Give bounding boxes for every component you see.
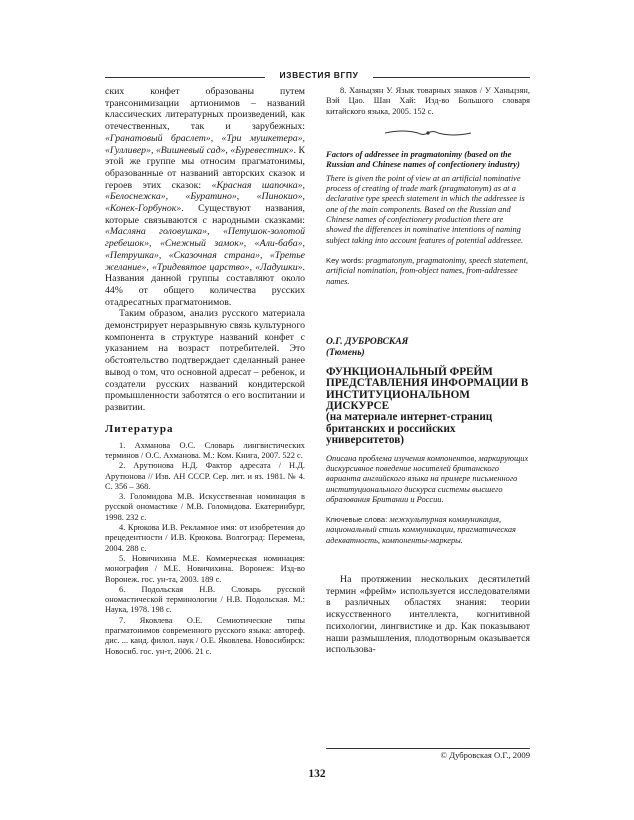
right-column: [326, 86, 530, 656]
header-rule-left: [105, 77, 265, 78]
russian-keywords: [326, 515, 530, 546]
english-abstract: There is given the point of view at an artificial nominative process of creating of trade mark (pragmatonym) as at a declarative type speech statement in which the addressee is one of the main components. Based on the Russian and Chinese names of confectionery production there are showed the differences in nominative intentions of naming subject taking into account features of potential addressee.: [326, 173, 525, 245]
reference-item: 7. Яковлева О.Е. Семиотические типы прагматонимов современного русского языка: автореф. дис. ... канд. филол. наук / О.Е. Яковлева. Новосибирск: Новосиб. гос. ун-т, 2006. 21 с.: [105, 615, 305, 656]
russian-keywords-text: межкультурная коммуникация, национальный стиль коммуникации, прагматическая адекватность, компоненты-маркеры.: [326, 515, 516, 545]
russian-abstract: Описана проблема изучения компонентов, маркирующих дискурсивное поведение носителей британского варианта английского языка на примере письменного институционального дискурса системы высшего образования Британии и России.: [326, 453, 529, 504]
para1-examples-author-tales: «Красная шапочка», «Белоснежка», «Буратино», «Пинокио», «Конек-Горбунок»: [105, 179, 305, 215]
english-keywords-text: pragmatonym, pragmatonimy, speech statement, artificial nomination, from-object names, from-addressee names.: [326, 255, 529, 286]
reference-item: 4. Крюкова И.В. Рекламное имя: от изобретения до прецедентности / И.В. Крюкова. Волгоград: Перемена, 2004. 288 с.: [105, 523, 305, 553]
reference-item: 5. Новичихина М.Е. Коммерческая номинация: монография / М.Е. Новичихина. Воронеж: Изд-во Воронеж. гос. ун-та, 2003. 189 с.: [105, 553, 305, 584]
reference-item: 1. Ахманова О.С. Словарь лингвистических терминов / О.С. Ахманова. М.: Ком. Книга, 2007. 522 с.: [105, 440, 305, 460]
reference-item: 3. Голомидова М.В. Искусственная номинация в русской ономастике / М.В. Голомидова. Екатеринбург, 1998. 232 с.: [105, 492, 305, 522]
english-keywords-label: Key words:: [326, 255, 364, 265]
reference-item: 6. Подольская Н.В. Словарь русской ономастической терминологии / Н.В. Подольская. М.: Наука, 1978. 198 с.: [105, 584, 305, 615]
journal-title: ИЗВЕСТИЯ ВГПУ: [279, 70, 359, 80]
left-paragraph-2: Таким образом, анализ русского материала демонстрирует неразрывную связь культурного компонента в структуре названий конфет с указанием на возраст потребителей. Это обстоятельство подтверждает сделанный ранее вывод о том, что основной адресат – ребенок, и создатели русских названий кондитерской промышленности заботятся о его воспитании и развитии.: [105, 308, 305, 413]
author-name: О.Г. ДУБРОВСКАЯ: [326, 336, 409, 347]
author-affiliation: (Тюмень): [326, 347, 365, 358]
article-subtitle: (на материале интернет-страниц британских и российских университетов): [326, 411, 493, 447]
page-number: 132: [308, 768, 326, 780]
copyright-notice: © Дубровская О.Г., 2009: [326, 748, 530, 760]
russian-keywords-label: Ключевые слова:: [326, 515, 388, 525]
references-heading: Литература: [105, 422, 174, 435]
para1-text-b: . К этой же группе мы относим прагматонимы, образованные от названий авторских сказок и героев этих сказок:: [105, 144, 305, 191]
article-title: ФУНКЦИОНАЛЬНЫЙ ФРЕЙМ ПРЕДСТАВЛЕНИЯ ИНФОРМАЦИИ В ИНСТИТУЦИОНАЛЬНОМ ДИСКУРСЕ: [326, 365, 529, 413]
para1-examples-folk-tales: «Масляна головушка», «Петушок-золотой гребешок», «Снежный замок», «Али-баба», «Петрушка», «Сказочная страна», «Третье желание», «Тридевятое царство», «Ладушки»: [105, 226, 305, 273]
left-column: [105, 86, 305, 657]
para1-text-c: . Существуют названия, которые связываются с народными сказками:: [105, 203, 305, 226]
english-article-title: Factors of addressee in pragmatonimy (based on the Russian and Chinese names of confectionery industry): [326, 148, 520, 170]
header-rule-right: [373, 77, 530, 78]
ornament-divider: [326, 125, 530, 143]
para1-text-d: . Названия данной группы составляют около 44% от общего количества русских отадресатных прагматонимов.: [105, 261, 305, 308]
running-header: [105, 70, 530, 84]
left-paragraph-1: [105, 86, 305, 308]
reference-item: 2. Арутюнова Н.Д. Фактор адресата / Н.Д. Арутюнова // Изв. АН СССР. Сер. лит. и яз. 1981. № 4. С. 356 – 368.: [105, 461, 305, 491]
english-keywords: [326, 256, 530, 287]
flourish-icon: [383, 128, 473, 138]
para1-text-a: ских конфет образованы путем трансонимизации артионимов – названий классических литературных произведений, как отечественных, так и зарубежных:: [105, 86, 305, 133]
reference-item-8: 8. Ханьцзян У. Язык товарных знаков / У Ханьцзян, Вэй Цао. Шан Хай: Изд-во Большого словаря китайского языка, 2005. 152 с.: [326, 86, 530, 116]
para1-examples-literary: «Гранатовый браслет», «Три мушкетера», «Гулливер», «Вишневый сад», «Буревестник»: [105, 132, 305, 156]
article-body-start: На протяжении нескольких десятилетий термин «фрейм» используется исследователями в различных областях знания: теории искусственного интеллекта, когнитивной психологии, лингвистике и др. Как показывают наши размышления, плодотворным оказывается использова-: [326, 574, 530, 656]
